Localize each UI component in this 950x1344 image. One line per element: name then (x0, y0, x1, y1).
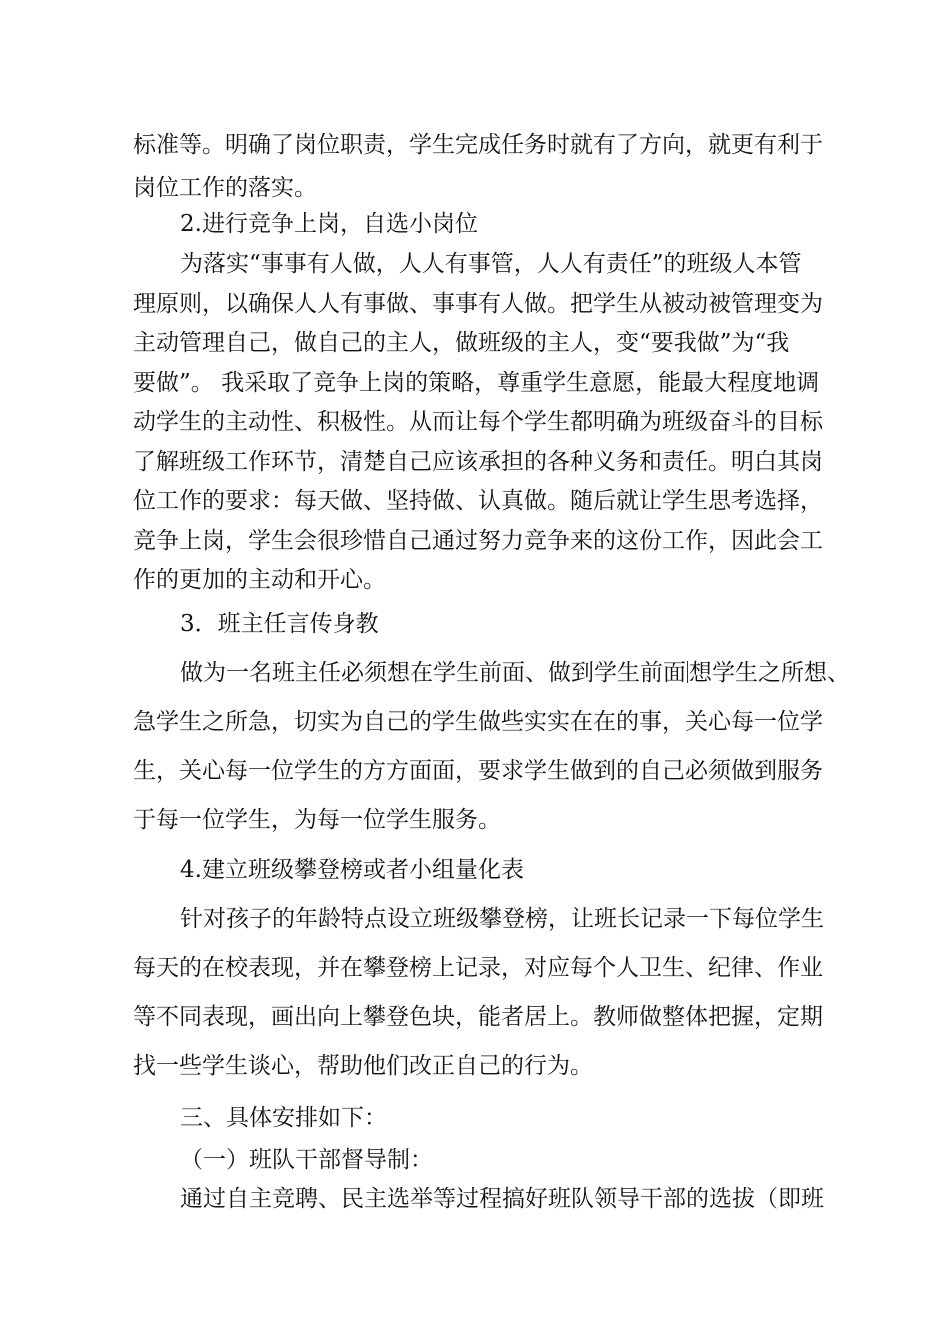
section-heading: 3．班主任言传身教 (180, 611, 379, 637)
paragraph-line: 急学生之所急，切实为自己的学生做些实实在在的事，关心每一位学 (133, 709, 823, 735)
paragraph-line (180, 658, 850, 688)
paragraph-line: 针对孩子的年龄特点设立班级攀登榜，让班长记录一下每位学生 (180, 906, 824, 932)
section-heading: 4.建立班级攀登榜或者小组量化表 (180, 857, 524, 883)
paragraph-text: 做为一名班主任必须想在学生前面、做到学生前面 (180, 660, 686, 686)
paragraph-line: 动学生的主动性、积极性。从而让每个学生都明确为班级奋斗的目标 (133, 409, 823, 435)
paragraph-line: 标准等。明确了岗位职责，学生完成任务时就有了方向，就更有利于 (133, 132, 823, 158)
paragraph-text: 想学生之所想、 (689, 660, 850, 686)
paragraph-line: 竞争上岗，学生会很珍惜自己通过努力竞争来的这份工作，因此会工 (133, 528, 823, 554)
paragraph-line: 理原则，以确保人人有事做、事事有人做。把学生从被动被管理变为 (133, 291, 823, 317)
paragraph-line: 岗位工作的落实。 (133, 175, 317, 201)
paragraph-line: 作的更加的主动和开心。 (133, 567, 386, 593)
paragraph-line: 找一些学生谈心，帮助他们改正自己的行为。 (133, 1053, 593, 1079)
paragraph-line: 每天的在校表现，并在攀登榜上记录，对应每个人卫生、纪律、作业 (133, 955, 823, 981)
text-cursor (687, 661, 688, 683)
paragraph-line: 要做”。 我采取了竞争上岗的策略，尊重学生意愿，能最大程度地调 (133, 370, 820, 396)
section-heading: 2.进行竞争上岗，自选小岗位 (180, 211, 478, 237)
paragraph-line: 位工作的要求：每天做、坚持做、认真做。随后就让学生思考选择， (133, 488, 823, 514)
paragraph-line: 了解班级工作环节，清楚自己应该承担的各种义务和责任。明白其岗 (133, 449, 823, 475)
paragraph-line: 通过自主竞聘、民主选举等过程搞好班队领导干部的选拔（即班 (180, 1186, 824, 1212)
section-heading: 三、具体安排如下： (180, 1105, 387, 1131)
paragraph-line: 主动管理自己，做自己的主人，做班级的主人，变“要我做”为“我 (133, 330, 790, 356)
paragraph-line: 生，关心每一位学生的方方面面，要求学生做到的自己必须做到服务 (133, 758, 823, 784)
paragraph-line: 为落实“事事有人做，人人有事管，人人有责任”的班级人本管 (180, 251, 802, 277)
subsection-heading: （一）班队干部督导制： (180, 1147, 433, 1173)
paragraph-line: 等不同表现，画出向上攀登色块，能者居上。教师做整体把握，定期 (133, 1004, 823, 1030)
paragraph-line: 于每一位学生，为每一位学生服务。 (133, 807, 501, 833)
